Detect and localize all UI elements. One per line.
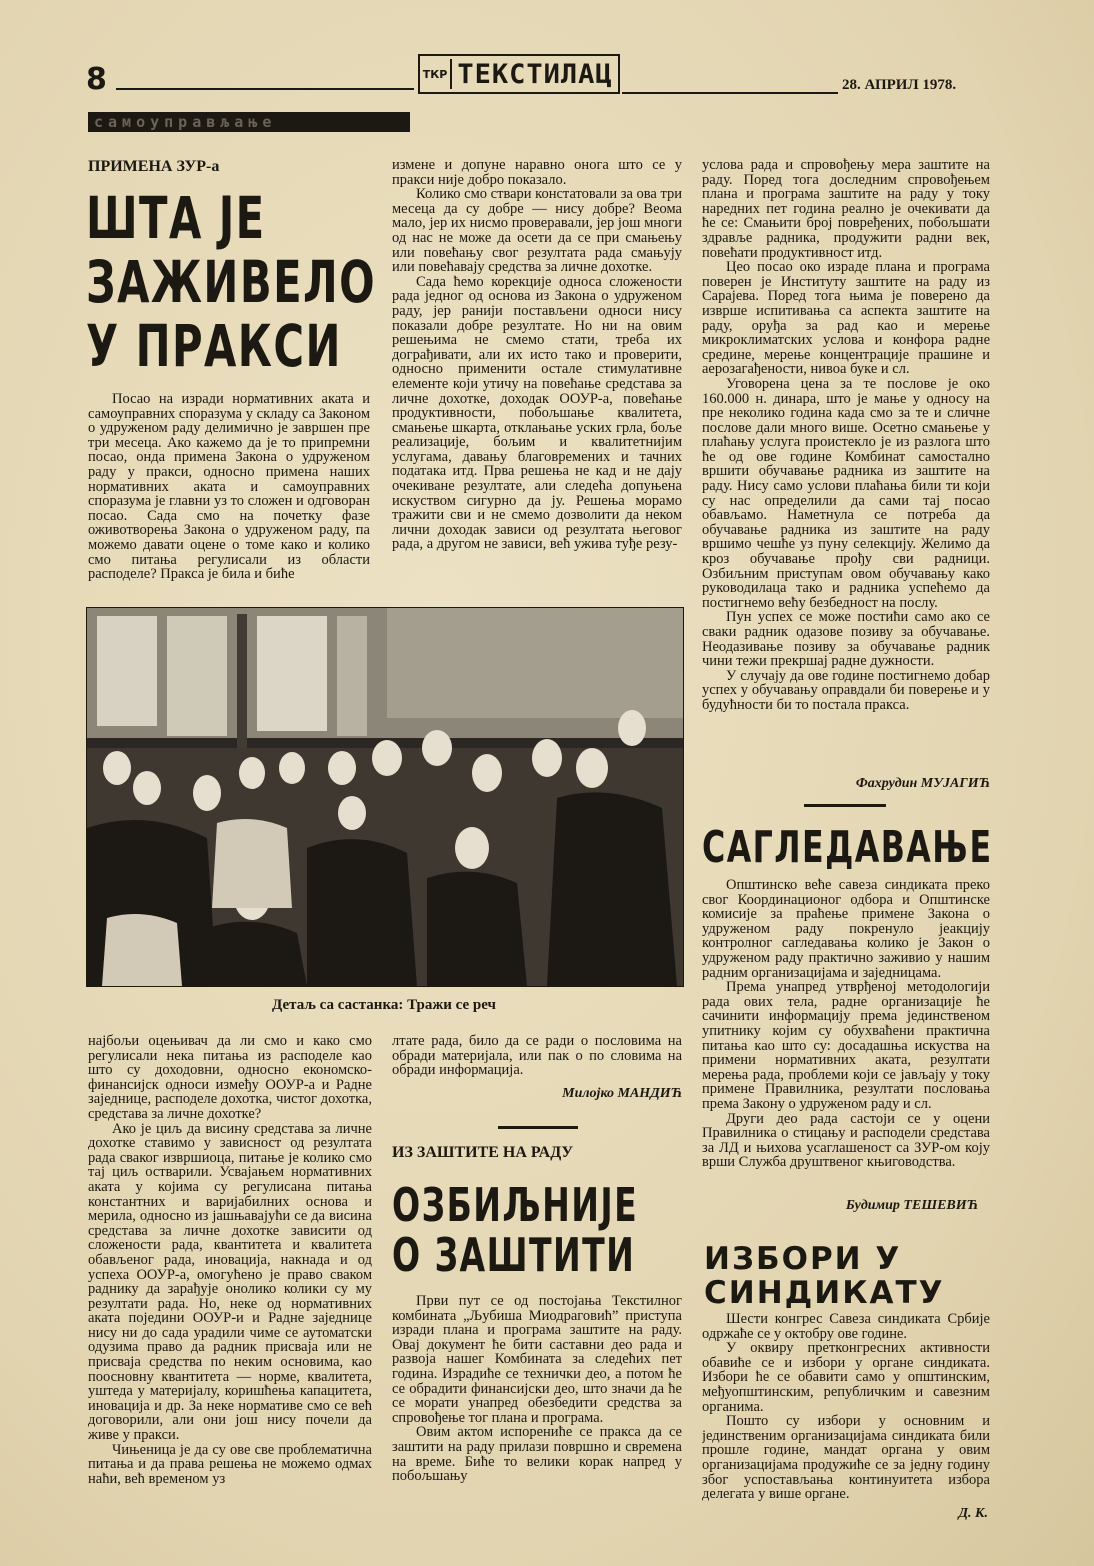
- paragraph: Шести конгрес Савеза синдиката Србије одржаће се у октобру ове године.: [702, 1312, 990, 1342]
- paragraph: Цео посао око израде плана и програма поверен је Институту заштите на раду из Сарајева. Поред тога њима је поверено да изврше испитивања са аспекта заштите на раду, оруђа за рад као и мерење микроклиматских услова и конфора радне средине, мерење концентрације прашине и аерозагађености, нивоа буке и сл.: [702, 259, 990, 378]
- masthead-logo-icon: ТКР: [420, 59, 452, 89]
- article1-col1-bottom: [88, 1034, 372, 1496]
- izbori-body: [702, 1312, 990, 1504]
- paragraph: услова рада и спровођењу мера заштите на раду. Поред тога доследним спровођењем плана и програма заштите на раду у току наредних пет година реално је очекивати да ће се: Смањити број повређених, побољшати здравље радника, продужити радни век, повећати продуктивност итд.: [702, 158, 990, 261]
- issue-date: 28. АПРИЛ 1978.: [842, 77, 957, 93]
- sagledavanje-author: Будимир ТЕШЕВИЋ: [845, 1198, 978, 1213]
- sagledavanje-headline: САГЛЕДАВАЊЕ: [702, 822, 993, 873]
- paragraph: Пошто су избори у основним и јединственим организацијама синдиката били прошле године, мандат органа у овим организацијама продужиће се за једну годину због успостављања континуитета избора делегата у више органе.: [702, 1413, 990, 1503]
- paragraph: Ако је циљ да висину средстава за личне дохотке ставимо у зависност од резултата рада сваког извршиоца, питање је колико смо тај циљ остварили. Усвајањем нормативних аката у којима су регулисана питања константних и варијабилних основа и мерила, односно из јашњавајући се да висина средстава за личне дохотке зависити од сложености рада, квантитета и квалитета обављеног рада, иновација, накнада и од успеха ООУР-а, омогућено је право сваком раднику да зарађује онолико колики су му резултати рада. Но, неке од нормативних аката поједини ООУР-и и Радне заједнице нису ни до сада урадили чиме се аутоматски одузима право да радник присваја или не присваја средства по неким основима, као поосновну квантитета — норме, квалитета, уштеда у материјалу, коришћења капацитета, иновација и др. За неке нормативе смо се већ договорили, али они још нису почели да живе у пракси.: [88, 1120, 372, 1444]
- zastita-kicker: ИЗ ЗАШТИТЕ НА РАДУ: [392, 1144, 574, 1161]
- article1-headline: [86, 186, 376, 378]
- zastita-body: [392, 1294, 682, 1498]
- headline-line: СИНДИКАТУ: [704, 1275, 945, 1311]
- masthead: [418, 54, 620, 94]
- headline-line: О ЗАШТИТИ: [392, 1228, 636, 1282]
- izbori-headline: [704, 1242, 945, 1310]
- paragraph: У оквиру претконгресних активности обавиће се и избори у органе синдиката. Избори ће се обавити само у општинским, међуопштинским, републичким и савезним органима.: [702, 1340, 990, 1415]
- paragraph: Овим актом испорениће се пракса да се заштити на раду прилази површно и свремена на време. Биће то велики корак напред у побољшању: [392, 1424, 682, 1485]
- right-column-body: [702, 158, 990, 772]
- headline-line: ОЗБИЉНИЈЕ: [392, 1178, 639, 1232]
- article1-kicker: ПРИМЕНА ЗУР-а: [88, 158, 220, 175]
- paragraph: Други део рада састоји се у оцени Правилника о стицању и расподели средстава за ЛД и њихова усаглашеност са ЗУР-ом коју врши Служба друштвеног књиговодства.: [702, 1110, 990, 1171]
- paragraph: Уговорена цена за те послове је око 160.000 н. динара, што је мање у односу на пре неколико година када смо за те и сличне послове дали много више. Осетно смањење у плаћању услуга проистекло је из разлога што ће од ове године Комбинат самостално вршити обучавање радника из заштите на раду. Нису само услови плаћања били ти који су нас определили да сами тај посао обављамо. Наметнула се потреба да обучавање радника из заштите на раду вршимо чешће уз пуну селекцију. Желимо да кроз обучавање прођу сви радници. Озбиљним приступам овом обучавању како руководилаца тако и радника успећемо да постигнемо већу безбедност на послу.: [702, 375, 990, 611]
- photo-caption: Детаљ са састанка: Тражи се реч: [272, 997, 496, 1013]
- article1-col1-top: [88, 392, 370, 588]
- paragraph: Чињеница је да су ове све проблематична питања и да права решења не можемо одмах наћи, већ временом уз: [88, 1441, 372, 1487]
- zastita-headline: [392, 1180, 638, 1280]
- headline-line: ИЗБОРИ У: [704, 1241, 902, 1277]
- paragraph: У случају да ове године постигнемо добар успех у обучавању оправдали би поверење и у будућности би то постала пракса.: [702, 667, 990, 713]
- separator-rule: [498, 1126, 578, 1129]
- page-number: 8: [86, 62, 107, 97]
- headline-line: ЗАЖИВЕЛО: [86, 248, 377, 316]
- izbori-author: Д. К.: [958, 1506, 988, 1521]
- paragraph: Посао на изради нормативних аката и самоуправних споразума у складу са Законом о удруженом раду делимично је завршен пре три месеца. Ако кажемо да је то припремни посао, онда примена Закона о удруженом раду у пракси, односно примена наших нормативних аката и самоуправних споразума је главни уз то сложен и одговоран посао. Сада смо на почетку фазе оживотворења Закона о удруженом раду, па можемо давати оцене о томе како и колико смо питања регулисали из области расподеле? Пракса је била и биће: [88, 392, 370, 583]
- paragraph: Општинско веће савеза синдиката преко свог Координационог одбора и Општинске комисије за праћење примене Закона о удруженом раду покренуло јеакцију контролног сагледавања колико је Закон о удруженом раду практично заживио у нашим радним организацијама и заједницама.: [702, 878, 990, 981]
- paragraph: измене и допуне наравно онога што се у пракси није добро показало.: [392, 158, 682, 188]
- right-column-author: Фахрудин МУЈАГИЋ: [855, 776, 990, 791]
- header-rule-right: [622, 92, 838, 94]
- article1-author: Милојко МАНДИЋ: [562, 1086, 682, 1101]
- paragraph: Колико смо ствари констатовали за ова три месеца да су добре — нису добре? Веома мало, јер их нисмо проверавали, јер још многи од нас не може да осети да се при смањењу или повећању свог резултата рада смањују или повећавају средства за личне дохотке.: [392, 186, 682, 276]
- masthead-title: ТЕКСТИЛАЦ: [457, 58, 613, 90]
- meeting-photo: [86, 607, 684, 987]
- article1-col2-top: [392, 158, 682, 588]
- paragraph: лтате рада, било да се ради о пословима на обради материјала, или пак о по словима на обради информација.: [392, 1034, 682, 1079]
- sagledavanje-body: [702, 878, 990, 1194]
- article1-col2-bottom: [392, 1034, 682, 1080]
- section-label: самоуправљање: [88, 112, 410, 132]
- header-rule-left: [116, 88, 414, 90]
- paragraph: Пун успех се може постићи само ако се сваки радник одазове позиву за обучавање. Неодазивање позиву за обучавање радник чини тежи прекршај радне дужности.: [702, 609, 990, 670]
- headline-line: ШТА ЈЕ: [86, 184, 266, 252]
- paragraph: Први пут се од постојања Текстилног комбината „Љубиша Миодраговић” приступа изради плана и програма заштите на раду. Овај документ ће бити саставни део рада и развоја нашег Комбината за следећих пет година. Израдиће се технички део, а потом ће се обрадити финансијски део, што значи да ће се морати унапред обезбедити средства за спровођење тог плана и програма.: [392, 1294, 682, 1426]
- separator-rule: [804, 804, 886, 807]
- meeting-photo-image: [87, 608, 683, 986]
- paragraph: Сада ћемо корекције односа сложености рада једног од основа из Закона о удруженом раду, јер ранији постављени односи нису показали добре резултате. Но ни на овим решењима не смемо стати, треба их дограђивати, али их исто тако и проверити, односно применити остале стимулативне елементе који утичу на повећање средстава за личне дохотке, доходак ООУР-а, повећање продуктивности, побољшање квалитета, смањење шкарта, отклањање уских грла, боље реализације, бољим и квалитетнијим услугама, давању благовремених и тачних података итд. Прва решења не кад и не дају очекиване резултате, али следећа допуњена искуством сигурно да ју. Решења морамо тражити сви и не смемо дозволити да неком лични доходак зависи од резултата његовог рада, а другом не зависи, већ ужива туђе резу-: [392, 273, 682, 553]
- paragraph: Према унапред утврђеној методологији рада ових тела, радне организације ће сачинити информацију према јединственом упитнику којим су обухваћени практична питања као што су: досадашња искуства на примени нормативних аката, резултати мерења рада, проблеми који се јављају у току примене Правилника, резултати пословања према Закону о удруженом раду и сл.: [702, 979, 990, 1112]
- paragraph: најбољи оцењивач да ли смо и како смо регулисали нека питања из расподеле као што су доходовни, односно економско-финансијск односи између ООУР-а и Радне заједнице, расподеле дохотка, чистог дохотка, средстава за личне дохотке?: [88, 1034, 372, 1122]
- headline-line: У ПРАКСИ: [86, 312, 342, 380]
